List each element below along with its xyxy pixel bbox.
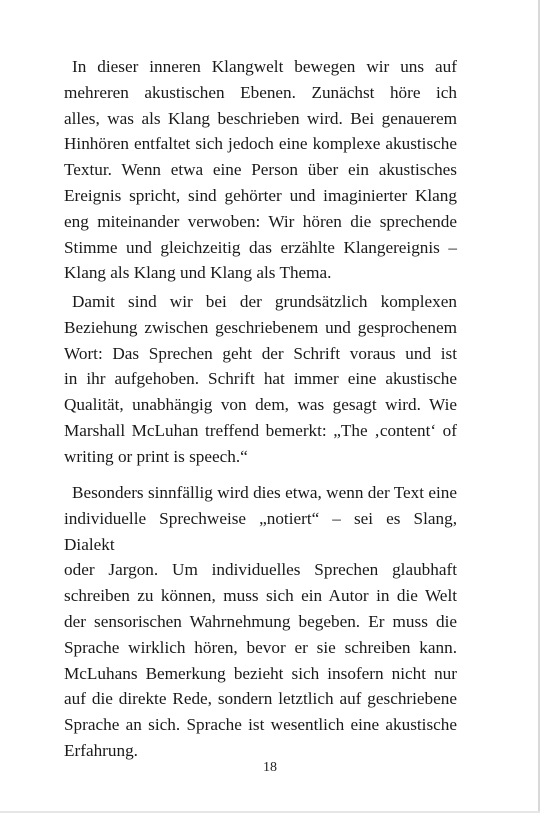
- text-line: in ihr aufgehoben. Schrift hat immer eine akustische: [64, 369, 457, 389]
- paragraph-1: [64, 54, 457, 286]
- text-line: Sprache an sich. Sprache ist wesentlich eine akustische: [64, 715, 457, 735]
- text-line: Damit sind wir bei der grundsätzlich komplexen: [72, 292, 457, 311]
- text-line: Hinhören entfaltet sich jedoch eine komplexe akustische: [64, 134, 457, 154]
- text-line: Klang als Klang und Klang als Thema.: [64, 263, 332, 283]
- text-line: Stimme und gleichzeitig das erzählte Klangereignis –: [64, 237, 457, 257]
- text-line: Erfahrung.: [64, 740, 138, 760]
- text-line: alles, was als Klang beschrieben wird. Bei genauerem: [64, 108, 457, 128]
- text-line: Ereignis spricht, sind gehörter und imaginierter Klang: [64, 185, 457, 205]
- text-line: McLuhans Bemerkung bezieht sich insofern nicht nur: [64, 663, 457, 683]
- text-line: Sprache wirklich hören, bevor er sie schreiben kann.: [64, 637, 457, 657]
- text-line: Textur. Wenn etwa eine Person über ein akustisches: [64, 160, 457, 180]
- text-line: mehreren akustischen Ebenen. Zunächst höre ich: [64, 82, 457, 102]
- page-number: 18: [263, 760, 277, 775]
- text-line: oder Jargon. Um individuelles Sprechen glaubhaft: [64, 560, 457, 580]
- text-line: Besonders sinnfällig wird dies etwa, wenn der Text eine: [72, 483, 457, 502]
- text-line: auf die direkte Rede, sondern letztlich auf geschriebene: [64, 689, 457, 709]
- text-line: Marshall McLuhan treffend bemerkt: „The ‚content‘ of: [64, 420, 457, 440]
- text-line: In dieser inneren Klangwelt bewegen wir uns auf: [72, 57, 457, 76]
- paragraph-2: [64, 289, 457, 466]
- text-line: writing or print is speech.“: [64, 446, 248, 466]
- paragraph-3: [64, 480, 457, 764]
- text-line: Qualität, unabhängig von dem, was gesagt wird. Wie: [64, 395, 457, 415]
- text-line: individuelle Sprechweise „notiert“ – sei es Slang, Dialekt: [64, 508, 457, 554]
- text-line: Wort: Das Sprechen geht der Schrift voraus und ist: [64, 343, 457, 363]
- text-line: Beziehung zwischen geschriebenem und gesprochenem: [64, 317, 457, 337]
- text-line: der sensorischen Wahrnehmung begeben. Er muss die: [64, 611, 457, 631]
- text-line: schreiben zu können, muss sich ein Autor in die Welt: [64, 586, 457, 606]
- text-line: eng miteinander verwoben: Wir hören die sprechende: [64, 211, 457, 231]
